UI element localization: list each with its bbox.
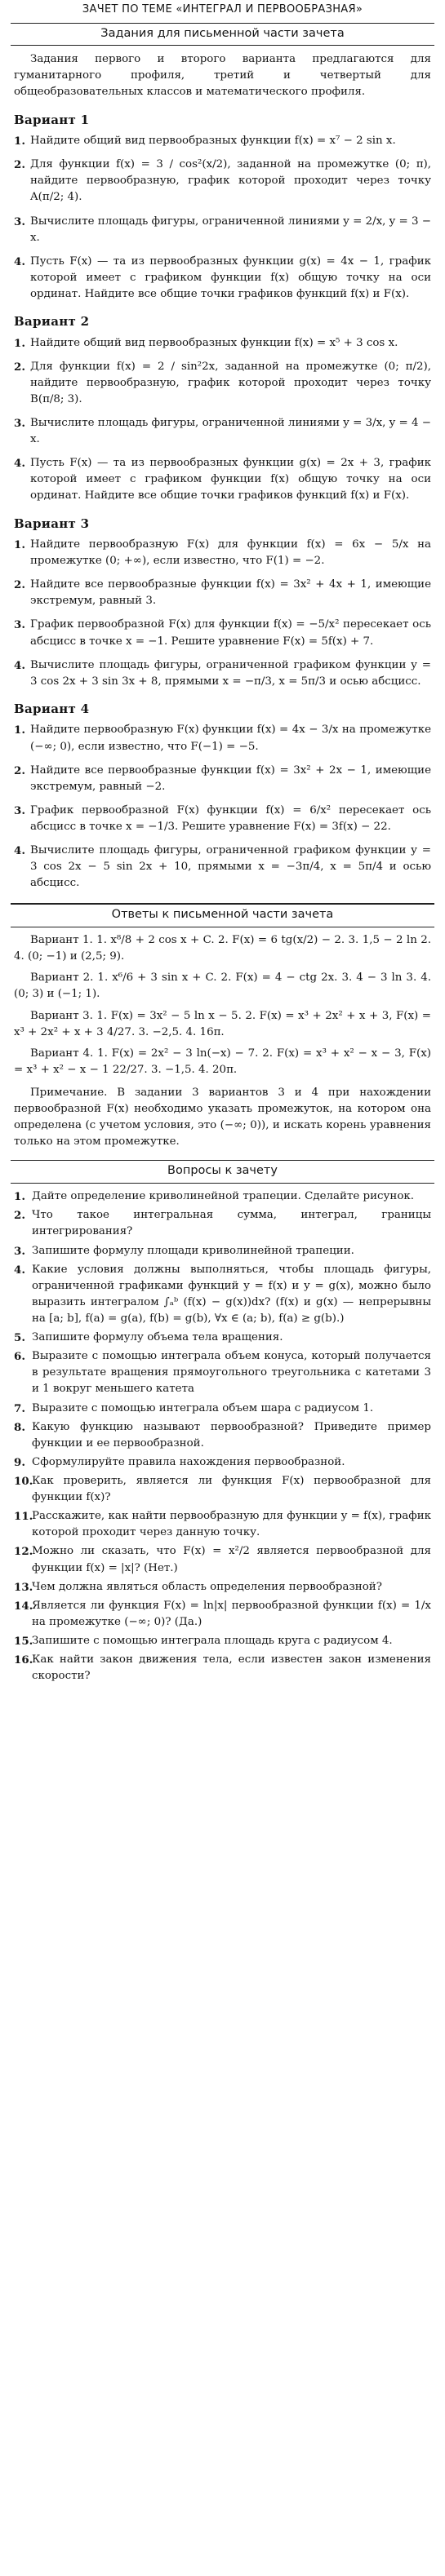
task-text: Найдите первообразную F(x) для функции f(x) = 6x − 5/x на промежутке (0; +∞), если известно, что F(1) = −2. (30, 538, 431, 568)
question-text: Что такое интегральная сумма, интеграл, границы интегрирования? (32, 1209, 431, 1238)
question-text: Чем должна являться область определения первообразной? (32, 1580, 382, 1593)
question-text: Расскажите, как найти первообразную для функции y = f(x), график которой проходит через данную точку. (32, 1510, 431, 1539)
tasks-section-heading: Задания для письменной части зачета (11, 24, 434, 46)
task-item: 1. Найдите первообразную F(x) функции f(x) = 4x − 3/x на промежутке (−∞; 0), если известно, что F(−1) = −5. (14, 724, 431, 753)
task-text: Найдите первообразную F(x) функции f(x) = 4x − 3/x на промежутке (−∞; 0), если известно, что F(−1) = −5. (30, 724, 431, 753)
question-text: Как найти закон движения тела, если известен закон изменения скорости? (32, 1653, 431, 1683)
page-header: ЗАЧЕТ ПО ТЕМЕ «ИНТЕГРАЛ И ПЕРВООБРАЗНАЯ» (82, 3, 363, 15)
question-text: Выразите с помощью интеграла объем шара с радиусом 1. (32, 1401, 374, 1414)
question-item: 16. Как найти закон движения тела, если известен закон изменения скорости? (14, 1653, 431, 1683)
intro-paragraph: Задания первого и второго варианта предлагаются для гуманитарного профиля, третий и четвертый для общеобразовательных классов и математического профиля. (14, 53, 431, 99)
variant-title: Вариант 2 (14, 314, 90, 330)
task-text: Найдите общий вид первообразных функции f(x) = x⁵ + 3 cos x. (30, 336, 398, 349)
task-item: 2. Для функции f(x) = 2 / sin²2x, заданной на промежутке (0; π/2), найдите первообразную, график которой проходит через точку B(π/8; 3). (14, 360, 431, 405)
task-item: 4. Пусть F(x) — та из первообразных функции g(x) = 2x + 3, график которой имеет с графиком функции f(x) общую точку на оси ординат. Найдите все общие точки графиков функций f(x) и F(x). (14, 457, 431, 502)
task-text: Вычислите площадь фигуры, ограниченной линиями y = 2/x, y = 3 − x. (30, 215, 431, 244)
task-item: 2. Для функции f(x) = 3 / cos²(x/2), заданной на промежутке (0; π), найдите первообразную, график которой проходит через точку A(π/2; 4). (14, 158, 431, 204)
question-text: Можно ли сказать, что F(x) = x²/2 является первообразной для функции f(x) = |x|? (Нет.) (32, 1545, 431, 1574)
variant-title: Вариант 1 (14, 112, 90, 127)
question-item: 13. Чем должна являться область определения первообразной? (14, 1580, 382, 1594)
task-item: 4. Вычислите площадь фигуры, ограниченной графиком функции y = 3 cos 2x + 3 sin 3x + 8, прямыми x = −π/3, x = 5π/3 и осью абсцисс. (14, 658, 431, 688)
task-item: 2. Найдите все первообразные функции f(x) = 3x² + 4x + 1, имеющие экстремум, равный 3. (14, 578, 431, 608)
question-item: 8. Какую функцию называют первообразной? Приведите пример функции и ее первообразной. (14, 1420, 431, 1450)
task-text: Для функции f(x) = 2 / sin²2x, заданной на промежутке (0; π/2), найдите первообразную, график которой проходит через точку B(π/8; 3). (30, 360, 431, 405)
task-text: Найдите все первообразные функции f(x) = 3x² + 2x − 1, имеющие экстремум, равный −2. (30, 764, 431, 793)
task-item: 4. Вычислите площадь фигуры, ограниченной графиком функции y = 3 cos 2x − 5 sin 2x + 10, прямыми x = −3π/4, x = 5π/4 и осью абсцисс. (14, 844, 431, 890)
questions-section-heading: Вопросы к зачету (11, 1160, 434, 1184)
question-text: Дайте определение криволинейной трапеции. Сделайте рисунок. (32, 1190, 415, 1203)
task-text: График первообразной F(x) для функции f(x) = −5/x² пересекает ось абсцисс в точке x = −1. Решите уравнение F(x) = 5f(x) + 7. (30, 618, 431, 648)
question-item: 6. Выразите с помощью интеграла объем конуса, который получается в результате вращения прямоугольного треугольника с катетами 3 и 1 вокруг меньшего катета (14, 1350, 431, 1396)
task-text: Для функции f(x) = 3 / cos²(x/2), заданной на промежутке (0; π), найдите первообразную, график которой проходит через точку A(π/2; 4). (30, 158, 431, 204)
task-text: Вычислите площадь фигуры, ограниченной графиком функции y = 3 cos 2x − 5 sin 2x + 10, прямыми x = −3π/4, x = 5π/4 и осью абсцисс. (30, 844, 431, 890)
answer-line: Вариант 4. 1. F(x) = 2x² − 3 ln(−x) − 7. 2. F(x) = x³ + x² − x − 3, F(x) = x³ + x² − x − 1 22/27. 3. −1,5. 4. 20π. (14, 1047, 431, 1076)
task-item: 1. Найдите общий вид первообразных функции f(x) = x⁷ − 2 sin x. (14, 135, 396, 148)
task-item: 3. Вычислите площадь фигуры, ограниченной линиями y = 2/x, y = 3 − x. (14, 215, 431, 244)
question-text: Сформулируйте правила нахождения первообразной. (32, 1455, 345, 1468)
question-item: 5. Запишите формулу объема тела вращения. (14, 1331, 283, 1345)
task-text: Вычислите площадь фигуры, ограниченной линиями y = 3/x, y = 4 − x. (30, 417, 431, 446)
note-paragraph: Примечание. В задании 3 вариантов 3 и 4 при нахождении первообразной F(x) необходимо указать промежуток, на котором она определена (с учетом условия, это (−∞; 0)), и искать корень уравнения только на этом промежутке. (14, 1087, 431, 1149)
task-item: 4. Пусть F(x) — та из первообразных функции g(x) = 4x − 1, график которой имеет с графиком функции f(x) общую точку на оси ординат. Найдите все общие точки графиков функций f(x) и F(x). (14, 255, 431, 300)
question-text: Является ли функция F(x) = ln|x| первообразной функции f(x) = 1/x на промежутке (−∞; 0)? (Да.) (32, 1599, 431, 1628)
task-text: График первообразной F(x) функции f(x) = 6/x² пересекает ось абсцисс в точке x = −1/3. Решите уравнение F(x) = 3f(x) − 22. (30, 803, 431, 833)
task-list (14, 537, 431, 690)
task-text: Вычислите площадь фигуры, ограниченной графиком функции y = 3 cos 2x + 3 sin 3x + 8, прямыми x = −π/3, x = 5π/3 и осью абсцисс. (30, 658, 431, 688)
task-text: Пусть F(x) — та из первообразных функции g(x) = 4x − 1, график которой имеет с графиком функции f(x) общую точку на оси ординат. Найдите все общие точки графиков функций f(x) и F(x). (30, 255, 431, 300)
question-text: Какие условия должны выполняться, чтобы площадь фигуры, ограниченной графиками функций y = f(x) и y = g(x), можно было выразить интегралом ∫ₐᵇ (f(x) − g(x))dx? (f(x) и g(x) — непрерывны на [a; b], f(a) = g(a), f(b) = g(b), ∀x ∈ (a; b), f(a) ≥ g(b).) (32, 1263, 431, 1325)
question-item: 9. Сформулируйте правила нахождения первообразной. (14, 1455, 345, 1469)
task-item: 1. Найдите первообразную F(x) для функции f(x) = 6x − 5/x на промежутке (0; +∞), если известно, что F(1) = −2. (14, 538, 431, 568)
task-text: Найдите все первообразные функции f(x) = 3x² + 4x + 1, имеющие экстремум, равный 3. (30, 578, 431, 608)
task-list (14, 335, 431, 505)
question-item: 12. Можно ли сказать, что F(x) = x²/2 является первообразной для функции f(x) = |x|? (Нет.) (14, 1545, 431, 1574)
task-list (14, 722, 431, 892)
question-item: 11. Расскажите, как найти первообразную для функции y = f(x), график которой проходит через данную точку. (14, 1510, 431, 1539)
answer-line: Вариант 3. 1. F(x) = 3x² − 5 ln x − 5. 2. F(x) = x³ + 2x² + x + 3, F(x) = x³ + 2x² + x + 3 4/27. 3. −2,5. 4. 16π. (14, 1009, 431, 1038)
question-text: Запишите формулу площади криволинейной трапеции. (32, 1244, 354, 1257)
question-text: Запишите формулу объема тела вращения. (32, 1331, 283, 1344)
task-item: 3. Вычислите площадь фигуры, ограниченной линиями y = 3/x, y = 4 − x. (14, 417, 431, 446)
task-item: 3. График первообразной F(x) для функции f(x) = −5/x² пересекает ось абсцисс в точке x = −1. Решите уравнение F(x) = 5f(x) + 7. (14, 618, 431, 648)
question-item: 10. Как проверить, является ли функция F(x) первообразной для функции f(x)? (14, 1474, 431, 1504)
variant-title: Вариант 4 (14, 701, 90, 716)
task-item: 1. Найдите общий вид первообразных функции f(x) = x⁵ + 3 cos x. (14, 336, 398, 350)
question-text: Как проверить, является ли функция F(x) первообразной для функции f(x)? (32, 1474, 431, 1504)
task-text: Найдите общий вид первообразных функции f(x) = x⁷ − 2 sin x. (30, 135, 396, 148)
task-item: 2. Найдите все первообразные функции f(x) = 3x² + 2x − 1, имеющие экстремум, равный −2. (14, 764, 431, 793)
question-item: 3. Запишите формулу площади криволинейной трапеции. (14, 1244, 354, 1258)
question-item: 15. Запишите с помощью интеграла площадь круга с радиусом 4. (14, 1634, 393, 1648)
question-item: 2. Что такое интегральная сумма, интеграл, границы интегрирования? (14, 1209, 431, 1238)
question-item: 14. Является ли функция F(x) = ln|x| первообразной функции f(x) = 1/x на промежутке (−∞; 0)? (Да.) (14, 1599, 431, 1628)
answer-line: Вариант 2. 1. x⁶/6 + 3 sin x + C. 2. F(x) = 4 − ctg 2x. 3. 4 − 3 ln 3. 4. (0; 3) и (−1; 1). (14, 972, 431, 1001)
top-rule (11, 0, 434, 24)
answers-section-heading: Ответы к письменной части зачета (11, 904, 434, 927)
question-item: 1. Дайте определение криволинейной трапеции. Сделайте рисунок. (14, 1190, 415, 1204)
question-text: Выразите с помощью интеграла объем конуса, который получается в результате вращения прямоугольного треугольника с катетами 3 и 1 вокруг меньшего катета (32, 1350, 431, 1396)
variant-title: Вариант 3 (14, 516, 90, 531)
task-text: Пусть F(x) — та из первообразных функции g(x) = 2x + 3, график которой имеет с графиком функции f(x) общую точку на оси ординат. Найдите все общие точки графиков функций f(x) и F(x). (30, 457, 431, 502)
question-item: 4. Какие условия должны выполняться, чтобы площадь фигуры, ограниченной графиками функций y = f(x) и y = g(x), можно было выразить интегралом ∫ₐᵇ (f(x) − g(x))dx? (f(x) и g(x) — непрерывны на [a; b], f(a) = g(a), f(b) = g(b), ∀x ∈ (a; b), f(a) ≥ g(b).) (14, 1263, 431, 1325)
question-list (14, 1188, 431, 1684)
answer-line: Вариант 1. 1. x⁸/8 + 2 cos x + C. 2. F(x) = 6 tg(x/2) − 2. 3. 1,5 − 2 ln 2. 4. (0; −1) и (2,5; 9). (14, 934, 431, 963)
question-item: 7. Выразите с помощью интеграла объем шара с радиусом 1. (14, 1401, 374, 1415)
task-list (14, 133, 431, 303)
question-text: Какую функцию называют первообразной? Приведите пример функции и ее первообразной. (32, 1420, 431, 1450)
task-item: 3. График первообразной F(x) функции f(x) = 6/x² пересекает ось абсцисс в точке x = −1/3. Решите уравнение F(x) = 3f(x) − 22. (14, 803, 431, 833)
question-text: Запишите с помощью интеграла площадь круга с радиусом 4. (32, 1634, 393, 1647)
